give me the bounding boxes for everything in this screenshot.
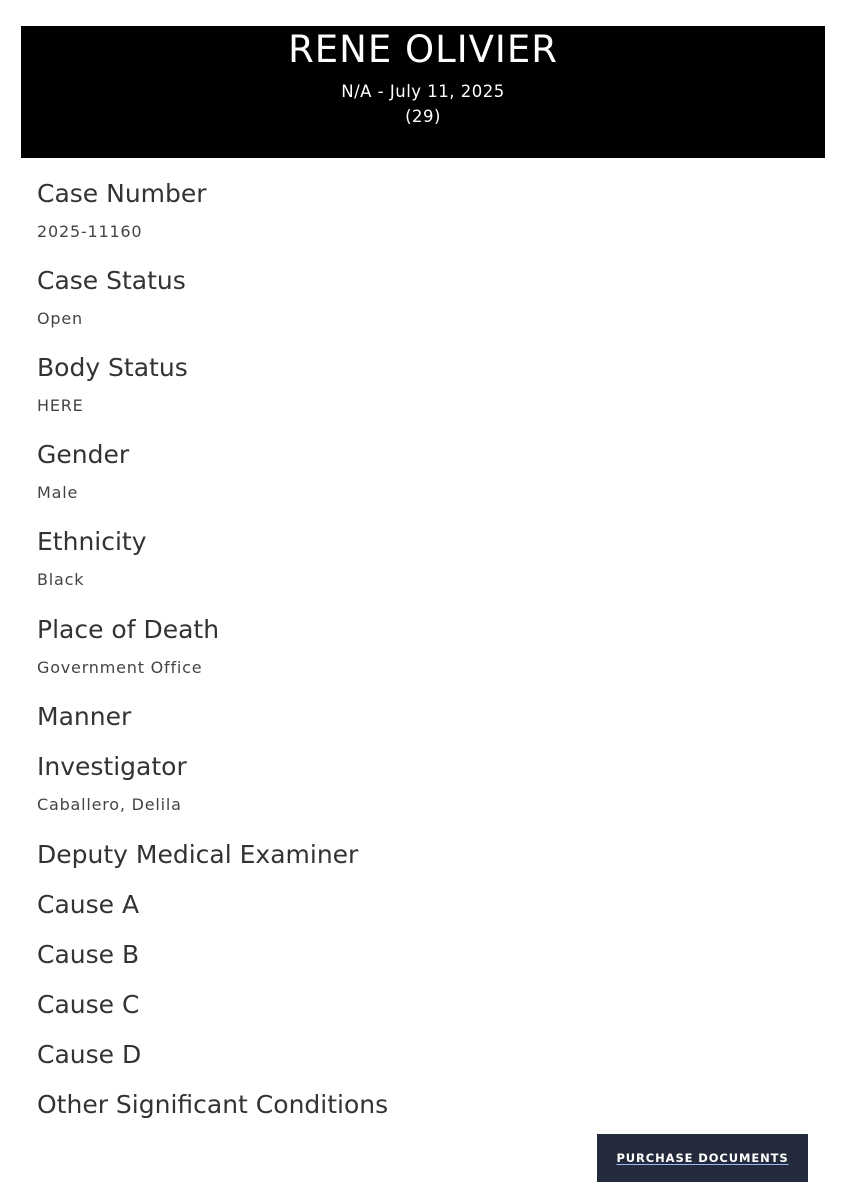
ethnicity-value: Black: [37, 570, 85, 589]
manner-label: Manner: [37, 702, 132, 731]
gender-label: Gender: [37, 440, 130, 469]
case-number-label: Case Number: [37, 179, 207, 208]
other-significant-conditions-label: Other Significant Conditions: [37, 1090, 389, 1119]
case-number-value: 2025-11160: [37, 222, 143, 241]
place-of-death-value: Government Office: [37, 658, 203, 677]
cause-d-label: Cause D: [37, 1040, 142, 1069]
cause-b-label: Cause B: [37, 940, 140, 969]
purchase-documents-label: PURCHASE DOCUMENTS: [616, 1151, 789, 1165]
case-status-value: Open: [37, 309, 83, 328]
investigator-value: Caballero, Delila: [37, 795, 182, 814]
decedent-age: (29): [405, 107, 441, 126]
ethnicity-label: Ethnicity: [37, 527, 147, 556]
decedent-name: RENE OLIVIER: [288, 28, 558, 71]
body-status-label: Body Status: [37, 353, 188, 382]
cause-a-label: Cause A: [37, 890, 140, 919]
investigator-label: Investigator: [37, 752, 187, 781]
cause-c-label: Cause C: [37, 990, 140, 1019]
case-status-label: Case Status: [37, 266, 186, 295]
place-of-death-label: Place of Death: [37, 615, 220, 644]
purchase-documents-button[interactable]: [597, 1134, 808, 1182]
deputy-medical-examiner-label: Deputy Medical Examiner: [37, 840, 359, 869]
gender-value: Male: [37, 483, 79, 502]
decedent-header: [21, 26, 825, 158]
decedent-dates: N/A - July 11, 2025: [341, 82, 505, 101]
body-status-value: HERE: [37, 396, 84, 415]
